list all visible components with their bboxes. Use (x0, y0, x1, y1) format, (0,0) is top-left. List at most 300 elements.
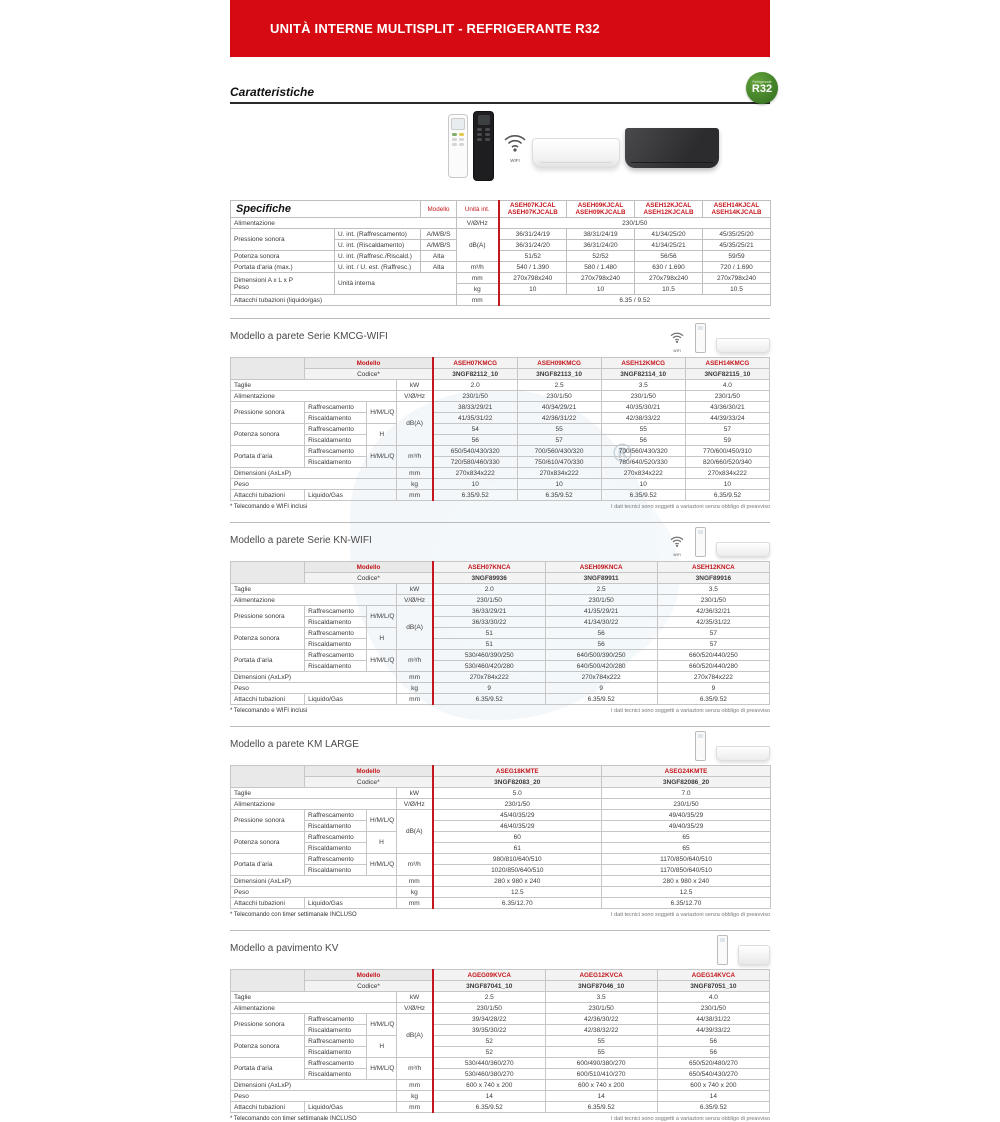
value-cell: 45/40/35/29 (433, 810, 602, 821)
row-label-attacchi: Attacchi tubazioni (231, 490, 305, 501)
value-cell: 280 x 980 x 240 (602, 876, 771, 887)
value-cell: 10 (685, 479, 769, 490)
mode-cell: H (367, 424, 397, 446)
value-cell: 57 (657, 639, 769, 650)
value-cell: 43/36/30/21 (685, 402, 769, 413)
mode-cell: H/M/L/Q (367, 1014, 397, 1036)
spec-table-2 (230, 561, 770, 705)
value-cell: 580 / 1.480 (567, 262, 635, 273)
row-label-potenza-sonora: Potenza sonora (231, 251, 335, 262)
table-row (231, 562, 770, 573)
table-row (231, 273, 771, 284)
row-label-taglia: Taglie (231, 788, 397, 799)
value-cell: 42/38/32/22 (545, 1025, 657, 1036)
value-cell: 10.5 (703, 284, 771, 295)
table-row (231, 468, 770, 479)
value-cell: 230/1/50 (685, 391, 769, 402)
specifiche-table (230, 200, 771, 306)
value-cell: 280 x 980 x 240 (433, 876, 602, 887)
unit-cell: V/Ø/Hz (397, 799, 433, 810)
footnote-included: * Telecomando con timer settimanale INCLUSO (230, 1116, 357, 1122)
value-cell: 270x784x222 (433, 672, 545, 683)
sub-label: Riscaldamento (305, 639, 367, 650)
value-cell: 540 / 1.390 (499, 262, 567, 273)
section-title: Modello a parete Serie KMCG-WIFI (230, 331, 388, 343)
value-cell: 230/1/50 (517, 391, 601, 402)
table-row (231, 584, 770, 595)
value-cell: 2.5 (517, 380, 601, 391)
sub-label: Raffrescamento (305, 606, 367, 617)
value-cell: 6.35/9.52 (545, 1102, 657, 1113)
code-cell: 3NGF82114_10 (601, 369, 685, 380)
value-cell: 38/33/29/21 (433, 402, 517, 413)
value-cell: 720 / 1.690 (703, 262, 771, 273)
table-row (231, 446, 770, 457)
value-cell: 10 (601, 479, 685, 490)
row-label-modello: Modello (305, 562, 433, 573)
row-label-attacchi: Attacchi tubazioni (231, 694, 305, 705)
row-label-alimentazione: Alimentazione (231, 595, 397, 606)
value-cell: 270x834x222 (601, 468, 685, 479)
value-cell: 41/34/30/22 (545, 617, 657, 628)
model-header: ASEH14KJCAL ASEH14KJCALB (703, 201, 771, 218)
value-cell: 36/31/24/20 (567, 240, 635, 251)
value-cell: 42/36/30/22 (545, 1014, 657, 1025)
model-header: ASEH12KMCG (601, 358, 685, 369)
value-cell: 230/1/50 (602, 799, 771, 810)
footnote-disclaimer: I dati tecnici sono soggetti a variazioni senza obbligo di preavviso (611, 1116, 770, 1122)
value-cell: 6.35 / 9.52 (499, 295, 771, 306)
table-row (231, 295, 771, 306)
unit-cell: kg (397, 1091, 433, 1102)
unit-cell: mm (397, 1080, 433, 1091)
table-row (231, 694, 770, 705)
row-label-alimentazione: Alimentazione (231, 799, 397, 810)
header-banner (230, 0, 770, 57)
table-row (231, 821, 771, 832)
value-cell: 44/38/31/22 (657, 1014, 769, 1025)
code-cell: 3NGF87046_10 (545, 981, 657, 992)
sub-label: Riscaldamento (305, 457, 367, 468)
registered-mark-icon: ® (613, 438, 633, 468)
value-cell: 600 x 740 x 200 (545, 1080, 657, 1091)
row-label-modello: Modello (305, 766, 433, 777)
row-label-dimensioni: Dimensioni (AxLxP) (231, 876, 397, 887)
value-cell: 56 (657, 1036, 769, 1047)
value-cell: 41/34/25/21 (635, 240, 703, 251)
row-label-attacchi: Attacchi tubazioni (liquido/gas) (231, 295, 457, 306)
row-label-alimentazione: Alimentazione (231, 218, 457, 229)
value-cell: 6.35/12.70 (433, 898, 602, 909)
value-cell: 6.35/9.52 (433, 694, 545, 705)
row-label-taglia: Taglie (231, 380, 397, 391)
table-row (231, 229, 771, 240)
model-section-2 (230, 522, 770, 714)
value-cell: 14 (657, 1091, 769, 1102)
unit-cell: mm (397, 672, 433, 683)
table-row (231, 617, 770, 628)
footnote-disclaimer: I dati tecnici sono soggetti a variazioni senza obbligo di preavviso (611, 912, 770, 919)
model-header: ASEG24KMTE (602, 766, 771, 777)
unit-cell: mm (397, 490, 433, 501)
sub-label: Raffrescamento (305, 832, 367, 843)
footnote-disclaimer: I dati tecnici sono soggetti a variazioni senza obbligo di preavviso (611, 708, 770, 715)
table-row (231, 1003, 770, 1014)
row-label-modello: Modello (305, 970, 433, 981)
spec-table-3 (230, 765, 771, 909)
sub-label: Riscaldamento (305, 1069, 367, 1080)
value-cell: 600/510/410/270 (545, 1069, 657, 1080)
wifi-label: WIFI (673, 349, 681, 354)
model-header: ASEH12KJCAL ASEH12KJCALB (635, 201, 703, 218)
mode-cell: A/M/B/S (421, 240, 457, 251)
sub-label: Raffrescamento (305, 1058, 367, 1069)
value-cell: 6.35/9.52 (545, 694, 657, 705)
value-cell: 42/35/31/22 (657, 617, 769, 628)
value-cell: 1170/850/640/510 (602, 865, 771, 876)
unit-cell: dB(A) (397, 402, 433, 446)
table-row (231, 854, 771, 865)
value-cell: 6.35/9.52 (601, 490, 685, 501)
table-row (231, 1025, 770, 1036)
sub-label: Raffrescamento (305, 1036, 367, 1047)
row-label-portata-aria: Portata d'aria (231, 854, 305, 876)
col-header-modello: Modello (421, 201, 457, 218)
table-row (231, 251, 771, 262)
code-cell: 3NGF89936 (433, 573, 545, 584)
row-label-portata-aria: Portata d'aria (max.) (231, 262, 335, 273)
row-label-peso: Peso (231, 479, 397, 490)
table-row (231, 573, 770, 584)
mode-cell: H/M/L/Q (367, 650, 397, 672)
value-cell: 230/1/50 (433, 799, 602, 810)
page-content (230, 0, 773, 1122)
table-footnotes (230, 912, 770, 918)
table-row (231, 402, 770, 413)
table-row (231, 218, 771, 229)
value-cell: 700/560/430/320 (517, 446, 601, 457)
value-cell: 720/580/460/330 (433, 457, 517, 468)
sub-label: Raffrescamento (305, 854, 367, 865)
value-cell: 270x798x240 (567, 273, 635, 284)
section-icons (669, 323, 770, 353)
row-label-alimentazione: Alimentazione (231, 391, 397, 402)
table-row (231, 832, 771, 843)
remote-control-icon (695, 731, 706, 761)
sub-label: Riscaldamento (305, 413, 367, 424)
sub-label: Raffrescamento (305, 446, 367, 457)
row-label-potenza-sonora: Potenza sonora (231, 1036, 305, 1058)
table-row (231, 391, 770, 402)
remote-screen (478, 115, 490, 125)
value-cell: 6.35/9.52 (657, 1102, 769, 1113)
unit-cell: kg (397, 683, 433, 694)
value-cell: 46/40/35/29 (433, 821, 602, 832)
table-row (231, 1102, 770, 1113)
unit-cell: kg (397, 887, 433, 898)
value-cell: 6.35/9.52 (517, 490, 601, 501)
row-label-peso: Peso (231, 683, 397, 694)
value-cell: 10 (433, 479, 517, 490)
unit-cell: mm (397, 898, 433, 909)
model-header: ASEH09KJCAL ASEH09KJCALB (567, 201, 635, 218)
value-cell: 51/52 (499, 251, 567, 262)
section-icons (695, 731, 770, 761)
sub-label: Riscaldamento (305, 661, 367, 672)
value-cell: 55 (517, 424, 601, 435)
value-cell: 40/35/30/21 (601, 402, 685, 413)
r32-badge (746, 72, 778, 104)
table-row (231, 262, 771, 273)
value-cell: 39/34/28/22 (433, 1014, 545, 1025)
sub-label: Liquido/Gas (305, 694, 397, 705)
sub-label: Riscaldamento (305, 1025, 367, 1036)
sub-label: Liquido/Gas (305, 898, 397, 909)
value-cell: 52 (433, 1036, 545, 1047)
value-cell: 10 (567, 284, 635, 295)
row-label-codice: Codice* (305, 369, 433, 380)
value-cell: 270x784x222 (657, 672, 769, 683)
value-cell: 51 (433, 628, 545, 639)
table-row (231, 876, 771, 887)
table-row (231, 1047, 770, 1058)
sub-label: Riscaldamento (305, 865, 367, 876)
table-footnotes (230, 1116, 770, 1122)
wall-unit-white-image (532, 138, 620, 168)
specifiche-section (230, 200, 770, 306)
mode-cell: A/M/B/S (421, 229, 457, 240)
sub-label: U. int. (Raffresc./Riscald.) (335, 251, 421, 262)
unit-cell: m³/h (397, 650, 433, 672)
row-label-modello: Modello (305, 358, 433, 369)
table-row (231, 898, 771, 909)
wall-unit-dark-image (625, 128, 719, 168)
specifiche-title: Specifiche (231, 201, 421, 218)
value-cell: 530/460/380/270 (433, 1069, 545, 1080)
value-cell: 61 (433, 843, 602, 854)
value-cell: 1020/850/640/510 (433, 865, 602, 876)
value-cell: 12.5 (433, 887, 602, 898)
sub-label: Liquido/Gas (305, 1102, 397, 1113)
section-header (230, 319, 770, 357)
value-cell: 600/490/380/270 (545, 1058, 657, 1069)
value-cell: 3.5 (545, 992, 657, 1003)
table-row (231, 606, 770, 617)
product-images-row (230, 108, 770, 190)
wall-unit-image (716, 542, 770, 557)
value-cell: 270x834x222 (517, 468, 601, 479)
section-title: Modello a pavimento KV (230, 943, 339, 955)
row-label-codice: Codice* (305, 573, 433, 584)
table-row (231, 799, 771, 810)
value-cell: 56 (601, 435, 685, 446)
value-cell: 4.0 (657, 992, 769, 1003)
value-cell: 640/500/390/250 (545, 650, 657, 661)
value-cell: 230/1/50 (499, 218, 771, 229)
value-cell: 820/660/520/340 (685, 457, 769, 468)
wall-unit-image (716, 338, 770, 353)
unit-cell: kW (397, 380, 433, 391)
sub-label: Riscaldamento (305, 435, 367, 446)
table-row (231, 843, 771, 854)
sub-label: Raffrescamento (305, 424, 367, 435)
value-cell: 56 (657, 1047, 769, 1058)
footnote-included: * Telecomando e WIFI inclusi (230, 504, 308, 511)
unit-cell: kg (397, 479, 433, 490)
model-header: ASEH14KMCG (685, 358, 769, 369)
model-section-4 (230, 930, 770, 1122)
value-cell: 51 (433, 639, 545, 650)
value-cell: 9 (545, 683, 657, 694)
code-cell: 3NGF87051_10 (657, 981, 769, 992)
table-row (231, 490, 770, 501)
unit-cell: V/Ø/Hz (397, 595, 433, 606)
model-header: AGEG12KVCA (545, 970, 657, 981)
row-label-portata-aria: Portata d'aria (231, 650, 305, 672)
section-icons (669, 527, 770, 557)
mode-cell: H (367, 628, 397, 650)
section-title: Modello a parete Serie KN-WIFI (230, 535, 372, 547)
unit-cell: V/Ø/Hz (397, 391, 433, 402)
row-label-portata-aria: Portata d'aria (231, 1058, 305, 1080)
row-label-attacchi: Attacchi tubazioni (231, 898, 305, 909)
value-cell: 44/39/33/22 (657, 1025, 769, 1036)
value-cell: 530/440/360/270 (433, 1058, 545, 1069)
model-header: ASEH07KJCAL ASEH07KJCALB (499, 201, 567, 218)
mode-cell: H (367, 832, 397, 854)
value-cell: 9 (433, 683, 545, 694)
value-cell: 60 (433, 832, 602, 843)
unit-cell: m³/h (457, 262, 499, 273)
table-footnotes (230, 504, 770, 510)
value-cell: 3.5 (601, 380, 685, 391)
table-row (231, 201, 771, 218)
remote-control-black-image (473, 111, 494, 181)
remote-control-white-image (448, 114, 468, 178)
row-label-alimentazione: Alimentazione (231, 1003, 397, 1014)
mode-cell: H/M/L/Q (367, 854, 397, 876)
table-row (231, 981, 770, 992)
row-label-peso: Peso (231, 887, 397, 898)
table-row (231, 650, 770, 661)
sub-label: Raffrescamento (305, 650, 367, 661)
unit-cell: dB(A) (397, 606, 433, 650)
header-spacer (231, 358, 305, 380)
caratteristiche-heading: Caratteristiche (230, 85, 315, 99)
page-title: UNITÀ INTERNE MULTISPLIT - REFRIGERANTE R32 (270, 21, 600, 36)
unit-cell: V/Ø/Hz (457, 218, 499, 229)
value-cell: 2.5 (545, 584, 657, 595)
remote-control-icon (695, 323, 706, 353)
value-cell: 57 (657, 628, 769, 639)
code-cell: 3NGF82112_10 (433, 369, 517, 380)
value-cell: 10.5 (635, 284, 703, 295)
value-cell: 41/35/31/22 (433, 413, 517, 424)
value-cell: 650/540/430/270 (657, 1069, 769, 1080)
value-cell: 4.0 (685, 380, 769, 391)
code-cell: 3NGF82083_20 (433, 777, 602, 788)
sub-label: Riscaldamento (305, 843, 367, 854)
value-cell: 56 (433, 435, 517, 446)
row-label-dimensioni: Dimensioni (AxLxP) (231, 672, 397, 683)
unit-cell: m³/h (397, 854, 433, 876)
footnote-included: * Telecomando e WIFI inclusi (230, 708, 308, 715)
table-row (231, 369, 770, 380)
value-cell: 36/31/24/19 (499, 229, 567, 240)
value-cell: 270x798x240 (703, 273, 771, 284)
spec-table-4 (230, 969, 770, 1113)
row-label-pressione-sonora: Pressione sonora (231, 229, 335, 251)
value-cell: 10 (499, 284, 567, 295)
section-header (230, 523, 770, 561)
value-cell: 600 x 740 x 200 (433, 1080, 545, 1091)
row-label-peso: Peso (231, 1091, 397, 1102)
value-cell: 6.35/9.52 (433, 490, 517, 501)
model-header: ASEH09KMCG (517, 358, 601, 369)
value-cell: 270x798x240 (635, 273, 703, 284)
value-cell: 41/35/29/21 (545, 606, 657, 617)
row-label-portata-aria: Portata d'aria (231, 446, 305, 468)
value-cell: 55 (545, 1047, 657, 1058)
value-cell: 3.5 (657, 584, 769, 595)
row-label-codice: Codice* (305, 777, 433, 788)
remote-control-icon (695, 527, 706, 557)
value-cell: 230/1/50 (545, 1003, 657, 1014)
value-cell: 6.35/9.52 (433, 1102, 545, 1113)
table-row (231, 424, 770, 435)
table-row (231, 358, 770, 369)
sub-label: Raffrescamento (305, 1014, 367, 1025)
value-cell: 45/35/25/20 (703, 229, 771, 240)
unit-cell: mm (397, 1102, 433, 1113)
row-label-codice: Codice* (305, 981, 433, 992)
mode-cell: H (367, 1036, 397, 1058)
value-cell: 6.35/9.52 (685, 490, 769, 501)
table-row (231, 1014, 770, 1025)
value-cell: 49/40/35/29 (602, 810, 771, 821)
value-cell: 52/52 (567, 251, 635, 262)
unit-cell: mm (457, 273, 499, 284)
value-cell: 7.0 (602, 788, 771, 799)
model-header: ASEH09KNCA (545, 562, 657, 573)
section-header (230, 931, 770, 969)
remote-buttons (477, 128, 490, 141)
wall-unit-image (716, 746, 770, 761)
table-row (231, 970, 770, 981)
value-cell: 38/31/24/19 (567, 229, 635, 240)
row-label-taglia: Taglie (231, 584, 397, 595)
unit-cell: m³/h (397, 1058, 433, 1080)
value-cell: 700/560/430/320 (601, 446, 685, 457)
code-cell: 3NGF87041_10 (433, 981, 545, 992)
value-cell: 2.5 (433, 992, 545, 1003)
value-cell: 41/34/25/20 (635, 229, 703, 240)
table-row (231, 435, 770, 446)
wifi-label: WIFI (510, 158, 520, 163)
code-cell: 3NGF89916 (657, 573, 769, 584)
row-label-pressione-sonora: Pressione sonora (231, 1014, 305, 1036)
table-row (231, 1036, 770, 1047)
wifi-icon (502, 132, 528, 163)
sub-label: Riscaldamento (305, 821, 367, 832)
mode-cell: Alta (421, 262, 457, 273)
model-sections (230, 318, 770, 1122)
unit-cell: kW (397, 788, 433, 799)
value-cell: 530/460/390/250 (433, 650, 545, 661)
value-cell: 1170/850/640/510 (602, 854, 771, 865)
table-row (231, 788, 771, 799)
value-cell: 55 (545, 1036, 657, 1047)
